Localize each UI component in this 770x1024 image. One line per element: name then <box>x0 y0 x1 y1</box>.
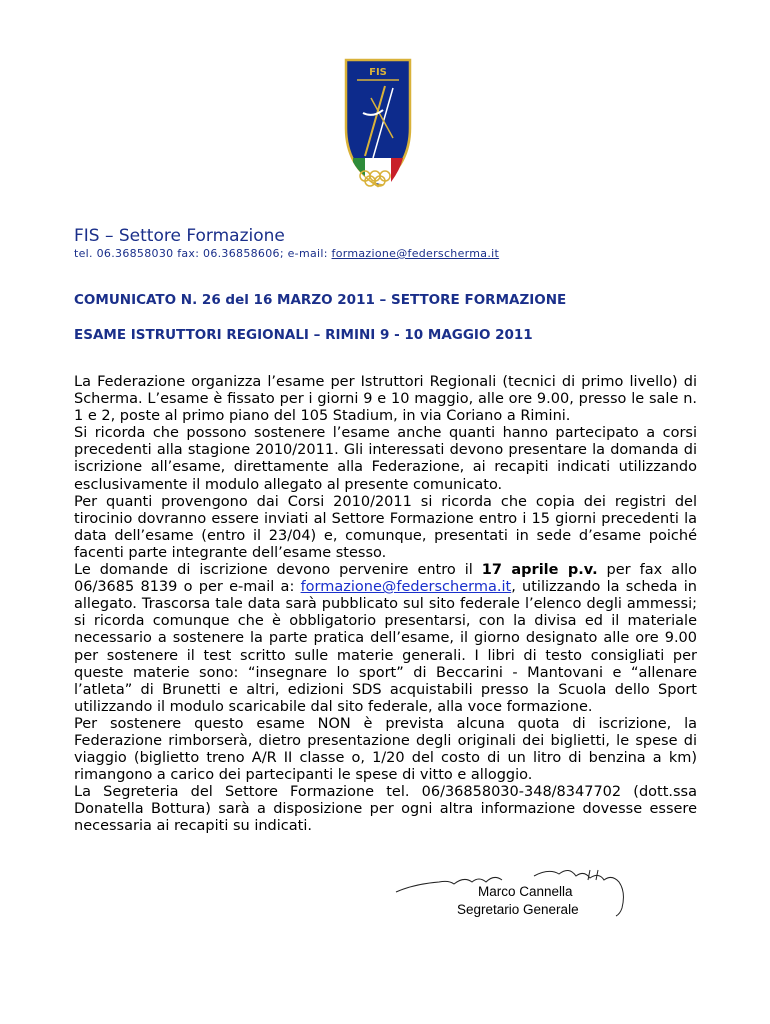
paragraph-3: Per quanti provengono dai Corsi 2010/2011 si ricorda che copia dei registri del tirocinio dovranno essere inviati al Settore Formazione entro i 15 giorni precedenti la data dell’esame (entro il 23/04) e, comunque, presentati in sede d’esame poiché facenti parte integrante dell’esame stesso. <box>74 493 697 561</box>
paragraph-6: La Segreteria del Settore Formazione tel. 06/36858030-348/8347702 (dott.ssa Donatella Bottura) sarà a disposizione per ogni altra informazione dovesse essere necessaria ai recapiti su indicati. <box>74 784 697 835</box>
p4-part-b: per fax allo 06/3685 8139 o per e-mail a: <box>74 562 697 596</box>
deadline-date: 17 aprile p.v. <box>481 562 598 579</box>
contact-prefix: tel. 06.36858030 fax: 06.36858606; e-mail: <box>74 247 332 260</box>
svg-text:FIS: FIS <box>369 67 387 78</box>
contact-email-link[interactable]: formazione@federscherma.it <box>331 247 500 260</box>
signatory-role: Segretario Generale <box>457 902 579 917</box>
esame-title: ESAME ISTRUTTORI REGIONALI – RIMINI 9 - 10 MAGGIO 2011 <box>74 327 533 343</box>
email-link[interactable]: formazione@federscherma.it <box>300 579 512 596</box>
org-heading: FIS – Settore Formazione <box>74 226 285 246</box>
p4-part-c: , utilizzando la scheda in allegato. Trascorsa tale data sarà pubblicato sul sito federale l’elenco degli ammessi; si ricorda comunque che è obbligatorio presentarsi, con la divisa ed il materiale necessario a sostenere la parte pratica dell’esame, il giorno designato alle ore 9.00 per sostenere il test scritto sulle materie generali. I libri di testo consigliati per queste materie sono: “insegnare lo sport” di Beccarini - Mantovani e “allenare l’atleta” di Brunetti e altri, edizioni SDS acquistabili presso la Scuola dello Sport utilizzando il modulo scaricabile dal sito federale, alla voce formazione. <box>74 579 697 715</box>
body-text <box>74 374 697 836</box>
paragraph-1: La Federazione organizza l’esame per Istruttori Regionali (tecnici di primo livello) di Scherma. L’esame è fissato per i giorni 9 e 10 maggio, alle ore 9.00, presso le sale n. 1 e 2, poste al primo piano del 105 Stadium, in via Coriano a Rimini. <box>74 374 697 425</box>
p4-part-a: Le domande di iscrizione devono pervenire entro il <box>74 562 482 579</box>
paragraph-5: Per sostenere questo esame NON è prevista alcuna quota di iscrizione, la Federazione rimborserà, dietro presentazione degli originali dei biglietti, le spese di viaggio (biglietto treno A/R II classe o, 1/20 del costo di un litro di benzina a km) rimangono a carico dei partecipanti le spese di vitto e alloggio. <box>74 715 697 784</box>
signatory-name: Marco Cannella <box>478 884 573 899</box>
contact-line <box>74 247 499 260</box>
comunicato-title: COMUNICATO N. 26 del 16 MARZO 2011 – SETTORE FORMAZIONE <box>74 292 567 308</box>
paragraph-4 <box>74 562 697 716</box>
paragraph-2: Si ricorda che possono sostenere l’esame anche quanti hanno partecipato a corsi precedenti alla stagione 2010/2011. Gli interessati devono presentare la domanda di iscrizione all’esame, direttamente alla Federazione, ai recapiti indicati utilizzando esclusivamente il modulo allegato al presente comunicato. <box>74 425 697 493</box>
fis-logo <box>343 58 413 188</box>
